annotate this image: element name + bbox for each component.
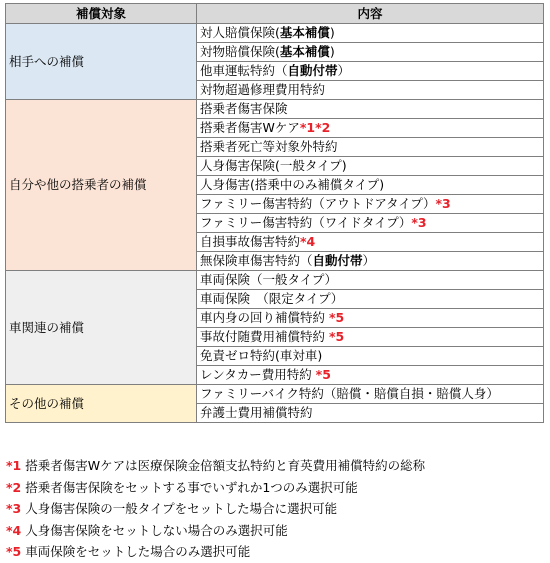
item-bold-text: 基本補償	[279, 44, 330, 59]
content-cell	[197, 404, 544, 423]
item-text-after: )	[329, 25, 335, 40]
content-cell	[197, 176, 544, 195]
item-text: 無保険車傷害特約（	[200, 253, 313, 268]
note-mark: *5	[315, 367, 331, 382]
table-header-row	[6, 4, 544, 24]
content-cell	[197, 347, 544, 366]
content-cell	[197, 62, 544, 81]
footnote-mark: *2	[6, 479, 22, 495]
item-bold-text: 基本補償	[279, 25, 330, 40]
item-text: 車内身の回り補償特約	[200, 310, 329, 325]
footnote-text: 車両保険をセットした場合のみ選択可能	[21, 544, 251, 559]
note-mark: *3	[411, 215, 427, 230]
footnote-mark: *3	[6, 501, 22, 516]
item-text: 他車運転特約（	[200, 63, 288, 78]
footnote-text: 人身傷害保険の一般タイプをセットした場合に選択可能	[21, 501, 338, 516]
footnote-text: 搭乗者傷害Wケアは医療保険金倍額支払特約と育英費用補償特約の総称	[21, 458, 426, 473]
item-text: レンタカー費用特約	[200, 367, 316, 382]
item-text: 弁護士費用補償特約	[200, 405, 313, 420]
content-cell	[197, 195, 544, 214]
footnote-mark: *4	[6, 522, 22, 538]
item-text: 人身傷害(搭乗中のみ補償タイプ)	[200, 177, 385, 192]
item-text: 対人賠償保険(	[200, 25, 280, 40]
item-text: 搭乗者死亡等対象外特約	[200, 139, 338, 154]
item-text: 自損事故傷害特約	[200, 234, 301, 249]
content-cell	[197, 43, 544, 62]
content-cell	[197, 252, 544, 271]
item-text: ファミリー傷害特約（アウトドアタイプ）	[200, 196, 436, 211]
content-cell	[197, 290, 544, 309]
category-cell: 相手への補償	[6, 24, 197, 100]
note-mark: *5	[328, 329, 345, 344]
footnote-line	[6, 455, 425, 477]
item-text-after: )	[329, 44, 335, 59]
content-cell	[197, 214, 544, 233]
coverage-table	[5, 3, 544, 423]
footnote-line	[6, 498, 425, 520]
item-text: 車両保険 （限定タイプ）	[200, 291, 344, 306]
table-body	[6, 24, 544, 423]
content-cell	[197, 100, 544, 119]
content-cell	[197, 385, 544, 404]
header-content: 内容	[197, 4, 544, 24]
category-cell: 車関連の補償	[6, 271, 197, 385]
content-cell	[197, 157, 544, 176]
item-text: 搭乗者傷害保険	[200, 101, 288, 116]
table-row	[6, 24, 544, 43]
item-text: ファミリーバイク特約（賠償・賠償自損・賠償人身）	[200, 386, 499, 401]
item-text: 車両保険（一般タイプ）	[200, 272, 338, 287]
footnote-line	[6, 477, 425, 499]
content-cell	[197, 233, 544, 252]
content-cell	[197, 24, 544, 43]
footnotes	[6, 455, 425, 563]
item-text: 事故付随費用補償特約	[200, 329, 329, 344]
category-cell: その他の補償	[6, 385, 197, 423]
footnote-mark: *5	[6, 544, 22, 559]
content-cell	[197, 271, 544, 290]
item-text-after: ）	[337, 63, 351, 78]
content-cell	[197, 119, 544, 138]
table-row	[6, 385, 544, 404]
footnote-line	[6, 520, 425, 542]
table-row	[6, 100, 544, 119]
footnote-text: 搭乗者傷害保険をセットする事でいずれか1つのみ選択可能	[21, 479, 358, 495]
content-cell	[197, 81, 544, 100]
footnote-mark: *1	[6, 458, 22, 473]
header-coverage-target: 補償対象	[6, 4, 197, 24]
item-bold-text: 自動付帯	[312, 253, 363, 268]
footnote-text: 人身傷害保険をセットしない場合のみ選択可能	[21, 522, 288, 538]
item-bold-text: 自動付帯	[287, 63, 338, 78]
note-mark: *3	[435, 196, 451, 211]
note-mark: *1*2	[299, 120, 331, 135]
content-cell	[197, 138, 544, 157]
table-row	[6, 271, 544, 290]
item-text: 対物超過修理費用特約	[200, 82, 326, 97]
item-text: 搭乗者傷害Wケア	[200, 120, 300, 135]
item-text: 対物賠償保険(	[200, 44, 280, 59]
category-cell: 自分や他の搭乗者の補償	[6, 100, 197, 271]
note-mark: *5	[328, 310, 345, 325]
item-text: 免責ゼロ特約(車対車)	[200, 348, 323, 363]
content-cell	[197, 366, 544, 385]
note-mark: *4	[300, 234, 316, 249]
item-text-after: ）	[362, 253, 376, 268]
item-text: ファミリー傷害特約（ワイドタイプ）	[200, 215, 412, 230]
item-text: 人身傷害保険(一般タイプ)	[200, 158, 347, 173]
content-cell	[197, 309, 544, 328]
content-cell	[197, 328, 544, 347]
